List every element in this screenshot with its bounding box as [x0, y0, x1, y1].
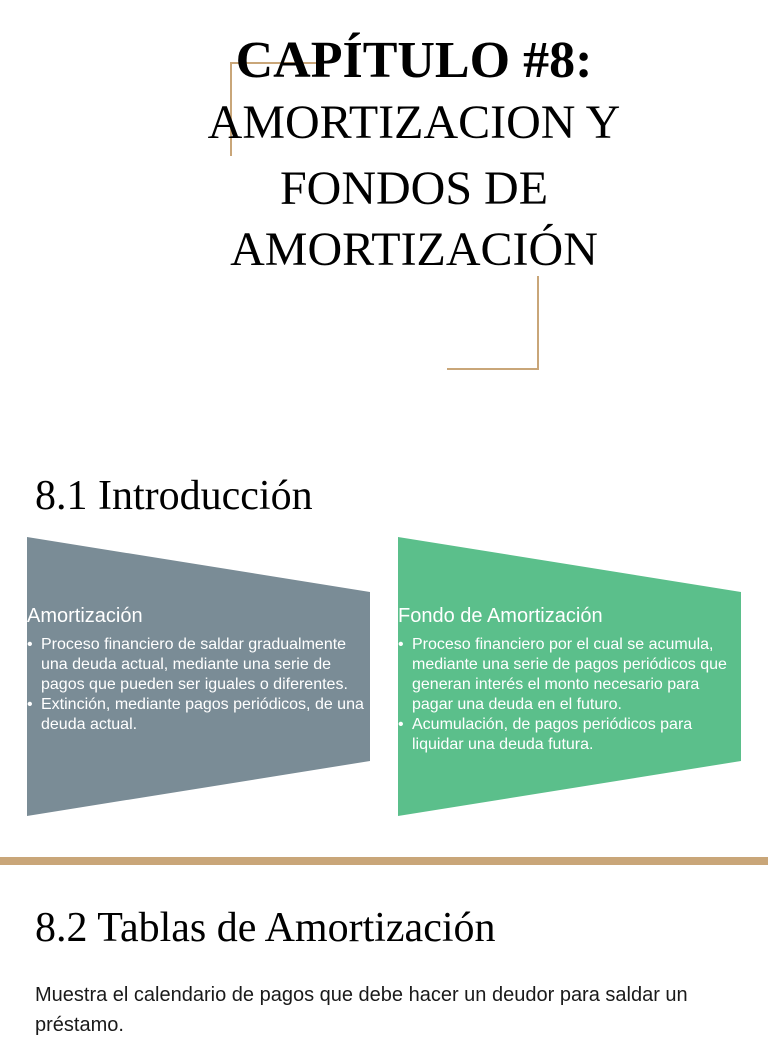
list-item [27, 695, 369, 735]
list-item-text: Proceso financiero de saldar gradualmente una deuda actual, mediante una serie de pagos que pueden ser iguales o diferentes. [41, 636, 348, 693]
bullet-icon: • [398, 636, 404, 653]
frame-right-line [537, 276, 539, 370]
title-slide [0, 0, 768, 430]
chapter-subtitle-line2: FONDOS DE [279, 162, 549, 215]
list-item-text: Acumulación, de pagos periódicos para liquidar una deuda futura. [412, 716, 693, 753]
card-heading: Fondo de Amortización [398, 605, 603, 627]
list-item [27, 635, 369, 695]
amortizacion-card [27, 537, 371, 817]
list-item-text: Proceso financiero por el cual se acumula, mediante una serie de pagos periódicos que generan interés el monto necesario para pagar una deuda en el futuro. [412, 636, 727, 713]
bullet-icon: • [27, 636, 33, 653]
chapter-title: CAPÍTULO #8: [235, 32, 593, 89]
list-item [398, 715, 740, 755]
card-heading: Amortización [27, 605, 143, 627]
card-content [27, 603, 369, 735]
frame-bottom-line [447, 368, 539, 370]
card-list [398, 635, 740, 755]
bullet-icon: • [27, 696, 33, 713]
section-divider [0, 857, 768, 865]
tables-section-title: 8.2 Tablas de Amortización [35, 905, 496, 951]
fondo-amortizacion-card [398, 537, 742, 817]
tables-body-text: Muestra el calendario de pagos que debe hacer un deudor para saldar un préstamo. [35, 984, 688, 1036]
chapter-subtitle-line1: AMORTIZACION Y [207, 96, 621, 149]
chapter-subtitle-line3: AMORTIZACIÓN [230, 223, 598, 276]
card-content [398, 603, 740, 755]
intro-section-title: 8.1 Introducción [35, 473, 313, 519]
card-list [27, 635, 369, 735]
list-item-text: Extinción, mediante pagos periódicos, de una deuda actual. [41, 696, 364, 733]
list-item [398, 635, 740, 715]
bullet-icon: • [398, 716, 404, 733]
